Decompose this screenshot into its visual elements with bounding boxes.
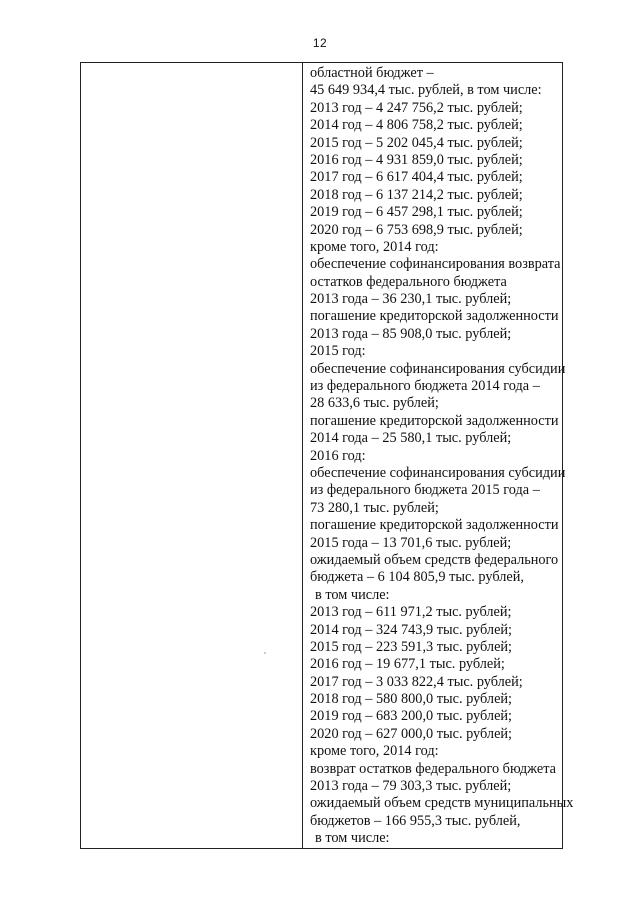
text-line: 2018 год – 6 137 214,2 тыс. рублей; xyxy=(310,186,523,203)
table-cell-left xyxy=(81,63,303,849)
text-line: 2014 год – 4 806 758,2 тыс. рублей; xyxy=(310,117,523,134)
text-line: 2018 год – 580 800,0 тыс. рублей; xyxy=(310,691,513,708)
text-line: областной бюджет – xyxy=(310,65,434,81)
text-line: 73 280,1 тыс. рублей; xyxy=(310,499,439,516)
text-line: остатков федерального бюджета xyxy=(310,273,507,290)
scan-speck xyxy=(264,652,266,654)
text-line: кроме того, 2014 год: xyxy=(310,238,439,255)
text-line: 2014 год – 324 743,9 тыс. рублей; xyxy=(310,621,513,638)
text-line: 28 633,6 тыс. рублей; xyxy=(310,395,439,412)
text-line: 2013 года – 36 230,1 тыс. рублей; xyxy=(310,291,512,308)
text-line: в том числе: xyxy=(315,586,390,603)
document-table xyxy=(80,62,574,849)
table-cell-right xyxy=(303,63,574,849)
text-line: ожидаемый объем средств муниципальных xyxy=(310,795,574,812)
text-line: бюджетов – 166 955,3 тыс. рублей, xyxy=(310,812,521,829)
text-line: 2016 год: xyxy=(310,447,366,464)
text-line: 2013 года – 85 908,0 тыс. рублей; xyxy=(310,325,512,342)
text-line: 2016 год – 19 677,1 тыс. рублей; xyxy=(310,656,505,673)
text-line: 45 649 934,4 тыс. рублей, в том числе: xyxy=(310,82,542,99)
text-line: 2020 год – 627 000,0 тыс. рублей; xyxy=(310,725,513,742)
text-line: 2017 год – 6 617 404,4 тыс. рублей; xyxy=(310,169,523,186)
text-line: 2015 год – 223 591,3 тыс. рублей; xyxy=(310,638,513,655)
text-line: из федерального бюджета 2014 года – xyxy=(310,378,540,395)
text-line: 2014 года – 25 580,1 тыс. рублей; xyxy=(310,430,512,447)
text-line: в том числе: xyxy=(315,830,390,847)
text-line: погашение кредиторской задолженности xyxy=(310,308,559,325)
text-line: ожидаемый объем средств федерального xyxy=(310,551,559,568)
text-line: погашение кредиторской задолженности xyxy=(310,517,559,534)
text-line: бюджета – 6 104 805,9 тыс. рублей, xyxy=(310,569,524,586)
text-line: 2013 год – 4 247 756,2 тыс. рублей; xyxy=(310,99,523,116)
text-line: 2019 год – 683 200,0 тыс. рублей; xyxy=(310,708,513,725)
text-line: 2017 год – 3 033 822,4 тыс. рублей; xyxy=(310,673,523,690)
text-line: возврат остатков федерального бюджета xyxy=(310,760,556,777)
text-line: 2019 год – 6 457 298,1 тыс. рублей; xyxy=(310,204,523,221)
text-line: 2015 год – 5 202 045,4 тыс. рублей; xyxy=(310,134,523,151)
text-line: 2015 года – 13 701,6 тыс. рублей; xyxy=(310,534,512,551)
text-line: обеспечение софинансирования возврата xyxy=(310,256,561,273)
text-line: кроме того, 2014 год: xyxy=(310,743,439,760)
text-line: обеспечение софинансирования субсидии xyxy=(310,464,566,481)
text-line: 2013 года – 79 303,3 тыс. рублей; xyxy=(310,778,512,795)
text-line: погашение кредиторской задолженности xyxy=(310,412,559,429)
budget-text-block xyxy=(310,65,574,848)
text-line: 2015 год: xyxy=(310,343,366,360)
page-number: 12 xyxy=(312,36,328,50)
text-line: из федерального бюджета 2015 года – xyxy=(310,482,540,499)
table-row xyxy=(81,63,563,849)
text-line: 2016 год – 4 931 859,0 тыс. рублей; xyxy=(310,151,523,168)
text-line: обеспечение софинансирования субсидии xyxy=(310,360,566,377)
text-line: 2013 год – 611 971,2 тыс. рублей; xyxy=(310,604,512,621)
text-line: 2020 год – 6 753 698,9 тыс. рублей; xyxy=(310,221,523,238)
